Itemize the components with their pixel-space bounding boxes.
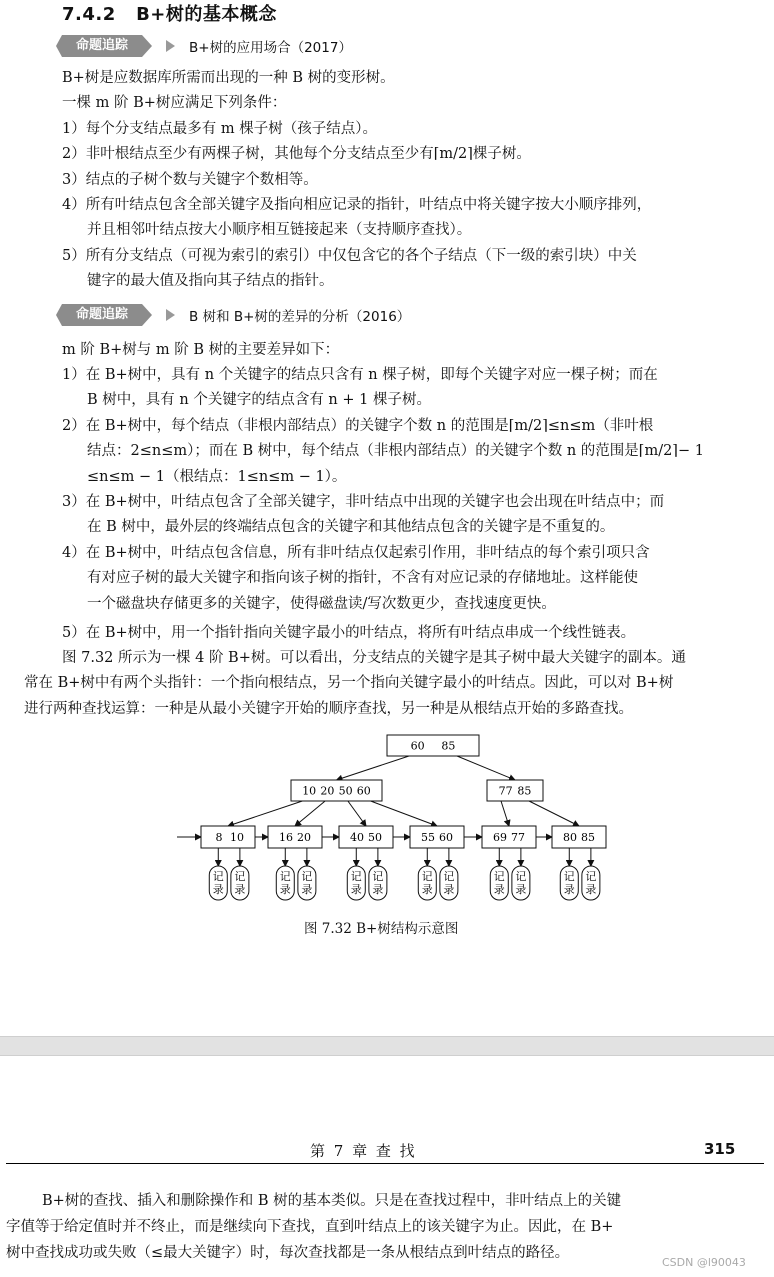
list-item-cont: 在 B 树中，最外层的终端结点包含的关键字和其他结点包含的关键字是不重复的。 — [87, 519, 615, 535]
node-key: 55 — [421, 831, 435, 844]
record-label: 记 — [350, 870, 362, 883]
record-box — [209, 866, 227, 900]
tree-edge — [337, 756, 410, 780]
tag-text: B 树和 B+树的差异的分析（2016） — [189, 309, 411, 325]
leaf-node — [410, 826, 464, 848]
record-box — [560, 866, 578, 900]
record-label: 录 — [212, 883, 224, 896]
list-item: 2）非叶根结点至少有两棵子树，其他每个分支结点至少有⌈m/2⌉棵子树。 — [62, 146, 531, 162]
record-label: 记 — [493, 870, 505, 883]
page-number: 315 — [704, 1140, 736, 1158]
paragraph: 字值等于给定值时并不终止，而是继续向下查找，直到叶结点上的该关键字为止。因此，在 B+ — [6, 1219, 614, 1235]
record-box — [347, 866, 365, 900]
leaf-node — [201, 826, 255, 848]
header-rule — [6, 1163, 764, 1164]
list-item-cont: 结点：2≤n≤m）；而在 B 树中，每个结点（非根内部结点）的关键字个数 n 的范围是⌈m/2⌉− 1 — [87, 443, 704, 459]
record-label: 录 — [301, 883, 313, 896]
tree-edge — [228, 801, 302, 826]
list-item: 2）在 B+树中，每个结点（非根内部结点）的关键字个数 n 的范围是⌈m/2⌉≤n≤m（非叶根 — [62, 418, 654, 434]
record-box — [418, 866, 436, 900]
list-item-cont: 有对应子树的最大关键字和指向该子树的指针，不含有对应记录的存储地址。这样能使 — [87, 570, 638, 586]
node-key: 85 — [517, 784, 532, 798]
leaf-node — [482, 826, 536, 848]
record-label: 录 — [279, 883, 291, 896]
record-box — [490, 866, 508, 900]
paragraph: B+树的查找、插入和删除操作和 B 树的基本类似。只是在查找过程中，非叶结点上的关键 — [42, 1193, 622, 1209]
record-label: 记 — [279, 870, 291, 883]
record-box — [369, 866, 387, 900]
tree-edge — [457, 756, 515, 780]
record-label: 录 — [234, 883, 246, 896]
record-label: 记 — [372, 870, 384, 883]
section-number: 7.4.2 — [62, 4, 116, 25]
node-key: 16 — [279, 831, 293, 844]
record-box — [440, 866, 458, 900]
section-title: B+树的基本概念 — [136, 4, 277, 25]
list-item: 5）所有分支结点（可视为索引的索引）中仅包含它的各个子结点（下一级的索引块）中关 — [62, 248, 637, 264]
list-item-cont: ≤n≤m − 1（根结点：1≤n≤m − 1）。 — [87, 469, 347, 485]
node-key: 77 — [498, 784, 513, 798]
tree-edge — [295, 801, 325, 826]
node-key: 50 — [338, 784, 353, 798]
leaf-node — [268, 826, 322, 848]
node-key: 77 — [511, 831, 525, 844]
page-separator — [0, 1036, 774, 1056]
record-label: 录 — [421, 883, 433, 896]
internal-node — [291, 780, 382, 801]
record-label: 录 — [563, 883, 575, 896]
list-item-cont: 一个磁盘块存储更多的关键字，使得磁盘读/写次数更少，查找速度更快。 — [87, 596, 556, 612]
record-label: 记 — [563, 870, 575, 883]
tree-edge — [348, 801, 366, 826]
node-key: 20 — [320, 784, 335, 798]
node-key: 10 — [302, 784, 317, 798]
node-key: 10 — [230, 831, 244, 844]
tag-text: B+树的应用场合（2017） — [189, 40, 352, 56]
node-key: 69 — [493, 831, 507, 844]
node-key: 8 — [215, 831, 223, 844]
record-label: 记 — [421, 870, 433, 883]
list-item: 5）在 B+树中，用一个指针指向关键字最小的叶结点，将所有叶结点串成一个线性链表。 — [62, 625, 636, 641]
paragraph: 一棵 m 阶 B+树应满足下列条件： — [62, 95, 287, 111]
paragraph: 常在 B+树中有两个头指针：一个指向根结点，另一个指向关键字最小的叶结点。因此，可以对 B+树 — [24, 675, 674, 691]
record-box — [582, 866, 600, 900]
node-key: 40 — [350, 831, 364, 844]
record-box — [231, 866, 249, 900]
record-label: 录 — [585, 883, 597, 896]
node-key: 60 — [410, 739, 425, 753]
record-label: 记 — [443, 870, 455, 883]
list-item: 1）在 B+树中，具有 n 个关键字的结点只含有 n 棵子树，即每个关键字对应一棵子树；而在 — [62, 367, 658, 383]
tag-label: 命题追踪 — [62, 304, 142, 326]
record-label: 录 — [350, 883, 362, 896]
record-box — [298, 866, 316, 900]
record-label: 记 — [585, 870, 597, 883]
leaf-node — [339, 826, 393, 848]
node-key: 60 — [356, 784, 371, 798]
record-label: 录 — [372, 883, 384, 896]
list-item: 1）每个分支结点最多有 m 棵子树（孩子结点）。 — [62, 121, 377, 137]
paragraph: 图 7.32 所示为一棵 4 阶 B+树。可以看出，分支结点的关键字是其子树中最大关键字的副本。通 — [62, 650, 686, 666]
list-item: 4）在 B+树中，叶结点包含信息，所有非叶结点仅起索引作用，非叶结点的每个索引项只含 — [62, 545, 650, 561]
paragraph: 树中查找成功或失败（≤最大关键字）时，每次查找都是一条从根结点到叶结点的路径。 — [6, 1245, 570, 1261]
tree-edge — [501, 801, 509, 826]
node-key: 20 — [297, 831, 311, 844]
leaf-node — [552, 826, 606, 848]
node-key: 50 — [368, 831, 382, 844]
tree-edge — [529, 801, 579, 826]
node-key: 80 — [563, 831, 577, 844]
root-node — [387, 735, 479, 756]
tag-label: 命题追踪 — [62, 35, 142, 57]
record-label: 录 — [443, 883, 455, 896]
list-item: 3）在 B+树中，叶结点包含了全部关键字，非叶结点中出现的关键字也会出现在叶结点中；而 — [62, 494, 665, 510]
node-key: 60 — [439, 831, 453, 844]
paragraph: B+树是应数据库所需而出现的一种 B 树的变形树。 — [62, 70, 395, 86]
record-label: 记 — [515, 870, 527, 883]
list-item-cont: 键字的最大值及指向其子结点的指针。 — [87, 273, 334, 289]
paragraph: m 阶 B+树与 m 阶 B 树的主要差异如下： — [62, 342, 340, 358]
record-label: 记 — [234, 870, 246, 883]
record-label: 记 — [212, 870, 224, 883]
paragraph: 进行两种查找运算：一种是从最小关键字开始的顺序查找，另一种是从根结点开始的多路查找。 — [24, 701, 633, 717]
record-label: 录 — [493, 883, 505, 896]
record-box — [512, 866, 530, 900]
list-item-cont: 并且相邻叶结点按大小顺序相互链接起来（支持顺序查找）。 — [87, 222, 472, 238]
figure-caption: 图 7.32 B+树结构示意图 — [304, 921, 459, 937]
node-key: 85 — [581, 831, 595, 844]
list-item: 4）所有叶结点包含全部关键字及指向相应记录的指针，叶结点中将关键字按大小顺序排列， — [62, 197, 652, 213]
record-label: 记 — [301, 870, 313, 883]
node-key: 85 — [441, 739, 456, 753]
tree-edge — [371, 801, 437, 826]
watermark: CSDN @l90043 — [662, 1256, 746, 1269]
record-box — [276, 866, 294, 900]
internal-node — [487, 780, 543, 801]
record-label: 录 — [515, 883, 527, 896]
list-item: 3）结点的子树个数与关键字个数相等。 — [62, 172, 318, 188]
page-header: 第 7 章 查 找 — [310, 1142, 417, 1160]
list-item-cont: B 树中，具有 n 个关键字的结点含有 n + 1 棵子树。 — [87, 392, 431, 408]
